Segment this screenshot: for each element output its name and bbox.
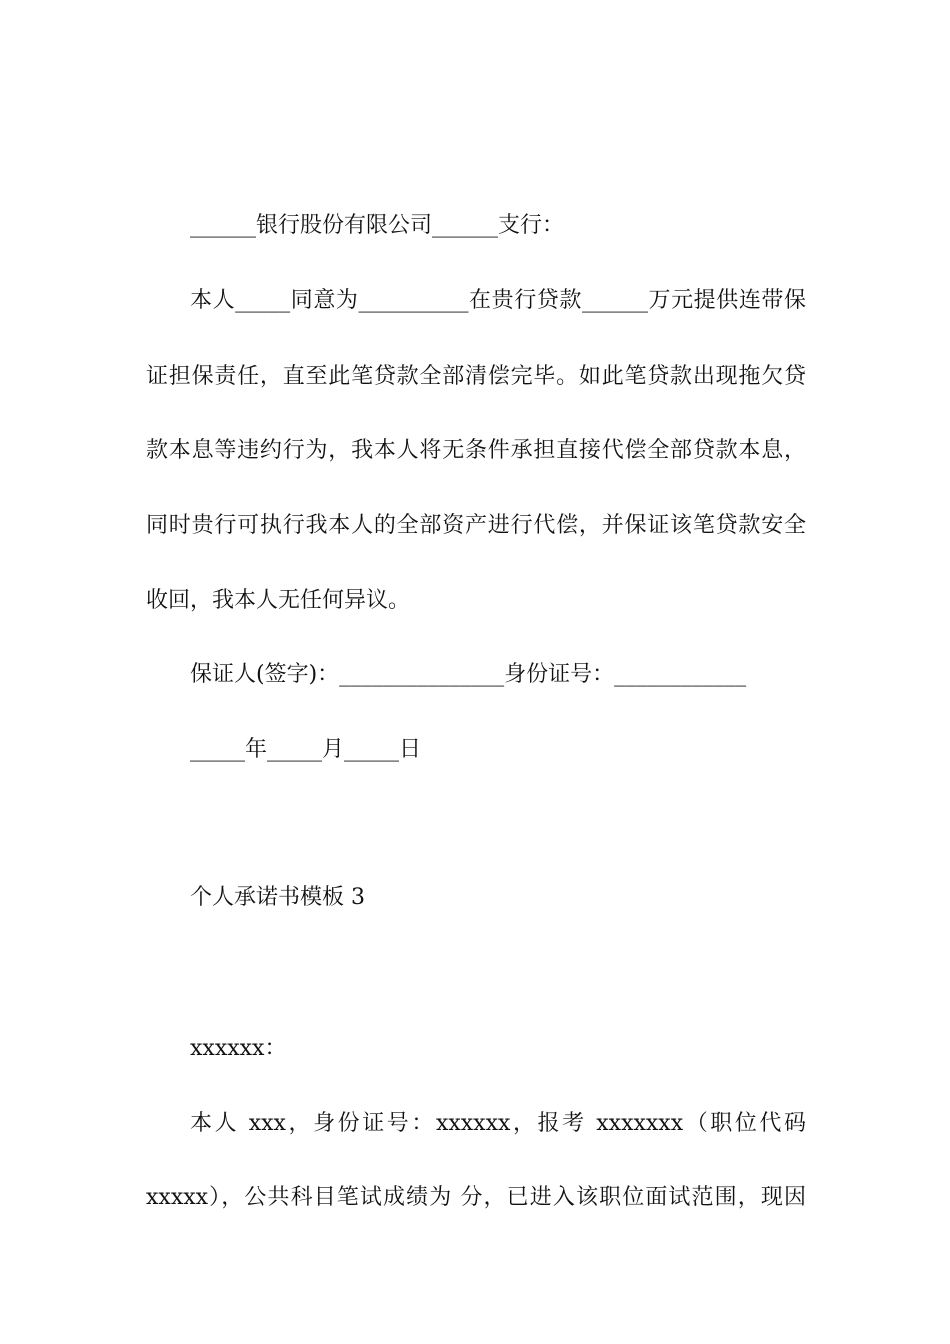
date-line: _____年_____月_____日 (190, 737, 422, 762)
section-heading: 个人承诺书模板 3 (190, 885, 365, 910)
template-body-line: xxxxx），公共科目笔试成绩为 分，已进入该职位面试范围，现因 (146, 1185, 806, 1210)
template-salutation: xxxxxx： (190, 1036, 287, 1061)
letter-body-line: 款本息等违约行为，我本人将无条件承担直接代偿全部贷款本息， (146, 438, 806, 463)
letter-salutation: ______银行股份有限公司______支行： (190, 213, 565, 238)
letter-body-line: 本人_____同意为__________在贵行贷款______万元提供连带保 (190, 288, 806, 313)
letter-body-line: 收回，我本人无任何异议。 (146, 588, 411, 613)
template-body-line: 本人 xxx，身份证号：xxxxxx，报考 xxxxxxx（职位代码 (190, 1111, 806, 1136)
letter-body-line: 证担保责任，直至此笔贷款全部清偿完毕。如此笔贷款出现拖欠贷 (146, 364, 806, 389)
signature-line: 保证人(签字)：_______________身份证号：____________ (190, 662, 747, 687)
letter-body-line: 同时贵行可执行我本人的全部资产进行代偿，并保证该笔贷款安全 (146, 513, 806, 538)
